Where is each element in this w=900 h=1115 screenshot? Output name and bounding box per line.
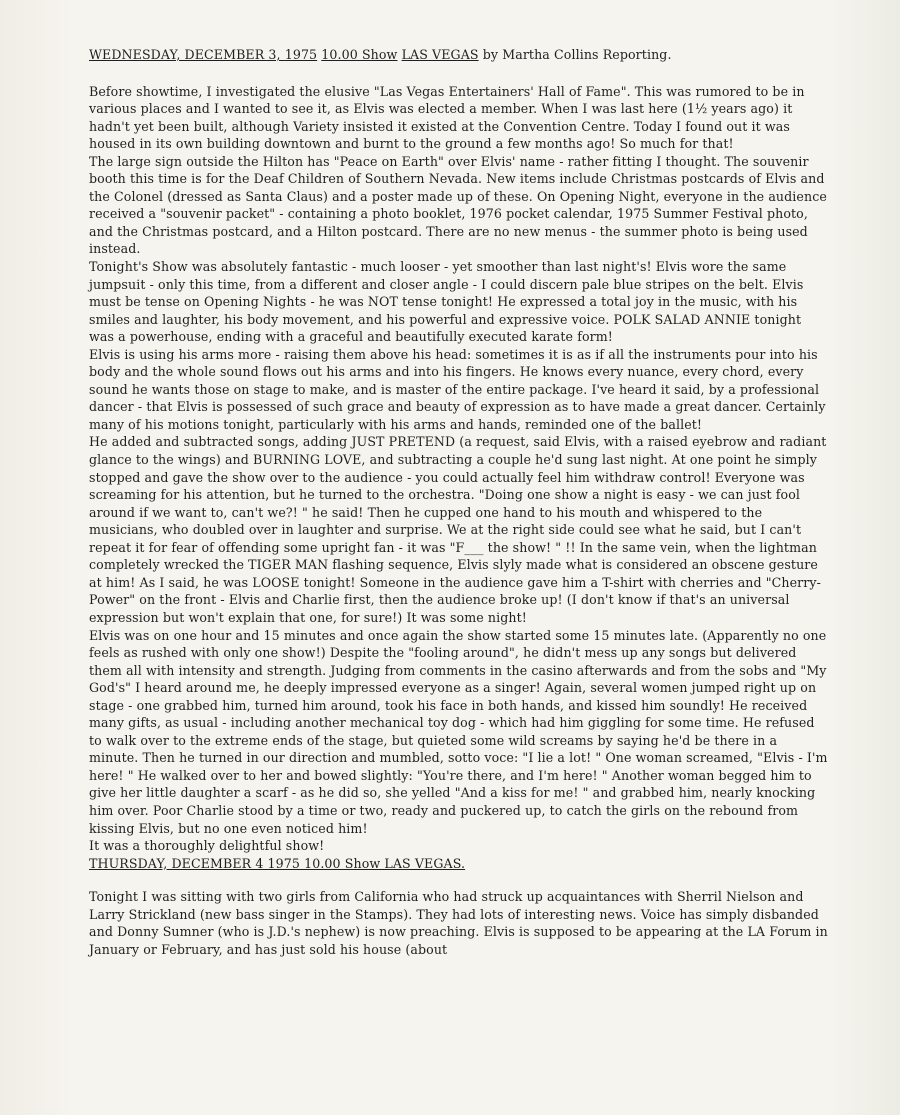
paragraph-souvenirs: The large sign outside the Hilton has "Peace on Earth" over Elvis' name - rather fitting I thought. The souvenir booth this time is for the Deaf Children of Southern Nevada. New items include Christmas postcards of Elvis and the Colonel (dressed as Santa Claus) and a poster made up of these. On Opening Night, everyone in the audience received a "souvenir packet" - containing a photo booklet, 1976 pocket calendar, 1975 Summer Festival photo, and the Christmas postcard, and a Hilton postcard. There are no new menus - the summer photo is being used instead. (89, 153, 827, 257)
paragraph-hall-of-fame: Before showtime, I investigated the elusive "Las Vegas Entertainers' Hall of Fame". This was rumored to be in various places and I wanted to see it, as Elvis was elected a member. When I was last here (1½ years ago) it hadn't yet been built, although Variety insisted it existed at the Convention Centre. Today I found out it was housed in its own building downtown and burnt to the ground a few months ago! So much for that! (89, 83, 805, 152)
paragraph-show-length: Elvis was on one hour and 15 minutes and once again the show started some 15 minutes late. (Apparently no one feels as rushed with only one show!) Despite the "fooling around", he didn't mess up any songs but delivered them all with intensity and strength. Judging from comments in the casino afterwards and from the sobs and "My God's" I heard around me, he deeply impressed everyone as a singer! Again, several women jumped right up on stage - one grabbed him, turned him around, took his face in both hands, and kissed him soundly! He received many gifts, as usual - including another mechanical toy dog - which had him giggling for some time. He refused to walk over to the extreme ends of the stage, but quieted some wild screams by saying he'd be there in a minute. Then he turned in our direction and mumbled, sotto voce: "I lie a lot! " One woman screamed, "Elvis - I'm here! " He walked over to her and bowed slightly: "You're there, and I'm here! " Another woman begged him to give her little daughter a scarf - as he did so, she yelled "And a kiss for me! " and grabbed him, nearly knocking him over. Poor Charlie stood by a time or two, ready and puckered up, to catch the girls on the rebound from kissing Elvis, but no one even noticed him! (89, 627, 828, 836)
article-body (89, 46, 829, 958)
paragraph-closing: It was a thoroughly delightful show! (89, 838, 325, 854)
heading-date: WEDNESDAY, DECEMBER 3, 1975 (89, 47, 318, 62)
section-heading-thursday: THURSDAY, DECEMBER 4 1975 10.00 Show LAS VEGAS. (89, 855, 466, 871)
paragraph-songs: He added and subtracted songs, adding JUST PRETEND (a request, said Elvis, with a raised eyebrow and radiant glance to the wings) and BURNING LOVE, and subtracting a couple he'd sung last night. At one point he simply stopped and gave the show over to the audience - you could actually feel him withdraw control! Everyone was screaming for his attention, but he turned to the orchestra. "Doing one show a night is easy - we can just fool around if we want to, can't we?! " he said! Then he cupped one hand to his mouth and whispered to the musicians, who doubled over in laughter and surprise. We at the right side could see what he said, but I can't repeat it for fear of offending some upright fan - it was "F___ the show! " !! In the same vein, when the lightman completely wrecked the TIGER MAN flashing sequence, Elvis slyly made what is considered an obscene gesture at him! As I said, he was LOOSE tonight! Someone in the audience gave him a T-shirt with cherries and "Cherry-Power" on the front - Elvis and Charlie first, then the audience broke up! (I don't know if that's an universal expression but won't explain that one, for sure!) It was some night! (89, 434, 827, 625)
heading-time: 10.00 Show (321, 47, 398, 62)
heading-byline: by Martha Collins Reporting. (482, 47, 672, 62)
heading-place: LAS VEGAS (401, 47, 479, 62)
paragraph-arms: Elvis is using his arms more - raising them above his head: sometimes it is as if all the instruments pour into his body and the whole sound flows out his arms and into his fingers. He knows every nuance, every chord, every sound he wants those on stage to make, and is master of the entire package. I've heard it said, by a professional dancer - that Elvis is possessed of such grace and beauty of expression as to have made a great dancer. Certainly many of his motions tonight, particularly with his arms and hands, reminded one of the ballet! (89, 346, 826, 432)
paragraph-show-review: Tonight's Show was absolutely fantastic - much looser - yet smoother than last night's! Elvis wore the same jumpsuit - only this time, from a different and closer angle - I could discern pale blue stripes on the belt. Elvis must be tense on Opening Nights - he was NOT tense tonight! He expressed a total joy in the music, with his smiles and laughter, his body movement, and his powerful and expressive voice. POLK SALAD ANNIE tonight was a powerhouse, ending with a graceful and beautifully executed karate form! (89, 259, 804, 345)
paragraph-thursday: Tonight I was sitting with two girls from California who had struck up acquaintances with Sherril Nielson and Larry Strickland (new bass singer in the Stamps). They had lots of interesting news. Voice has simply disbanded and Donny Sumner (who is J.D.'s nephew) is now preaching. Elvis is supposed to be appearing at the LA Forum in January or February, and has just sold his house (about (89, 889, 828, 957)
section-heading-wednesday (89, 46, 829, 64)
